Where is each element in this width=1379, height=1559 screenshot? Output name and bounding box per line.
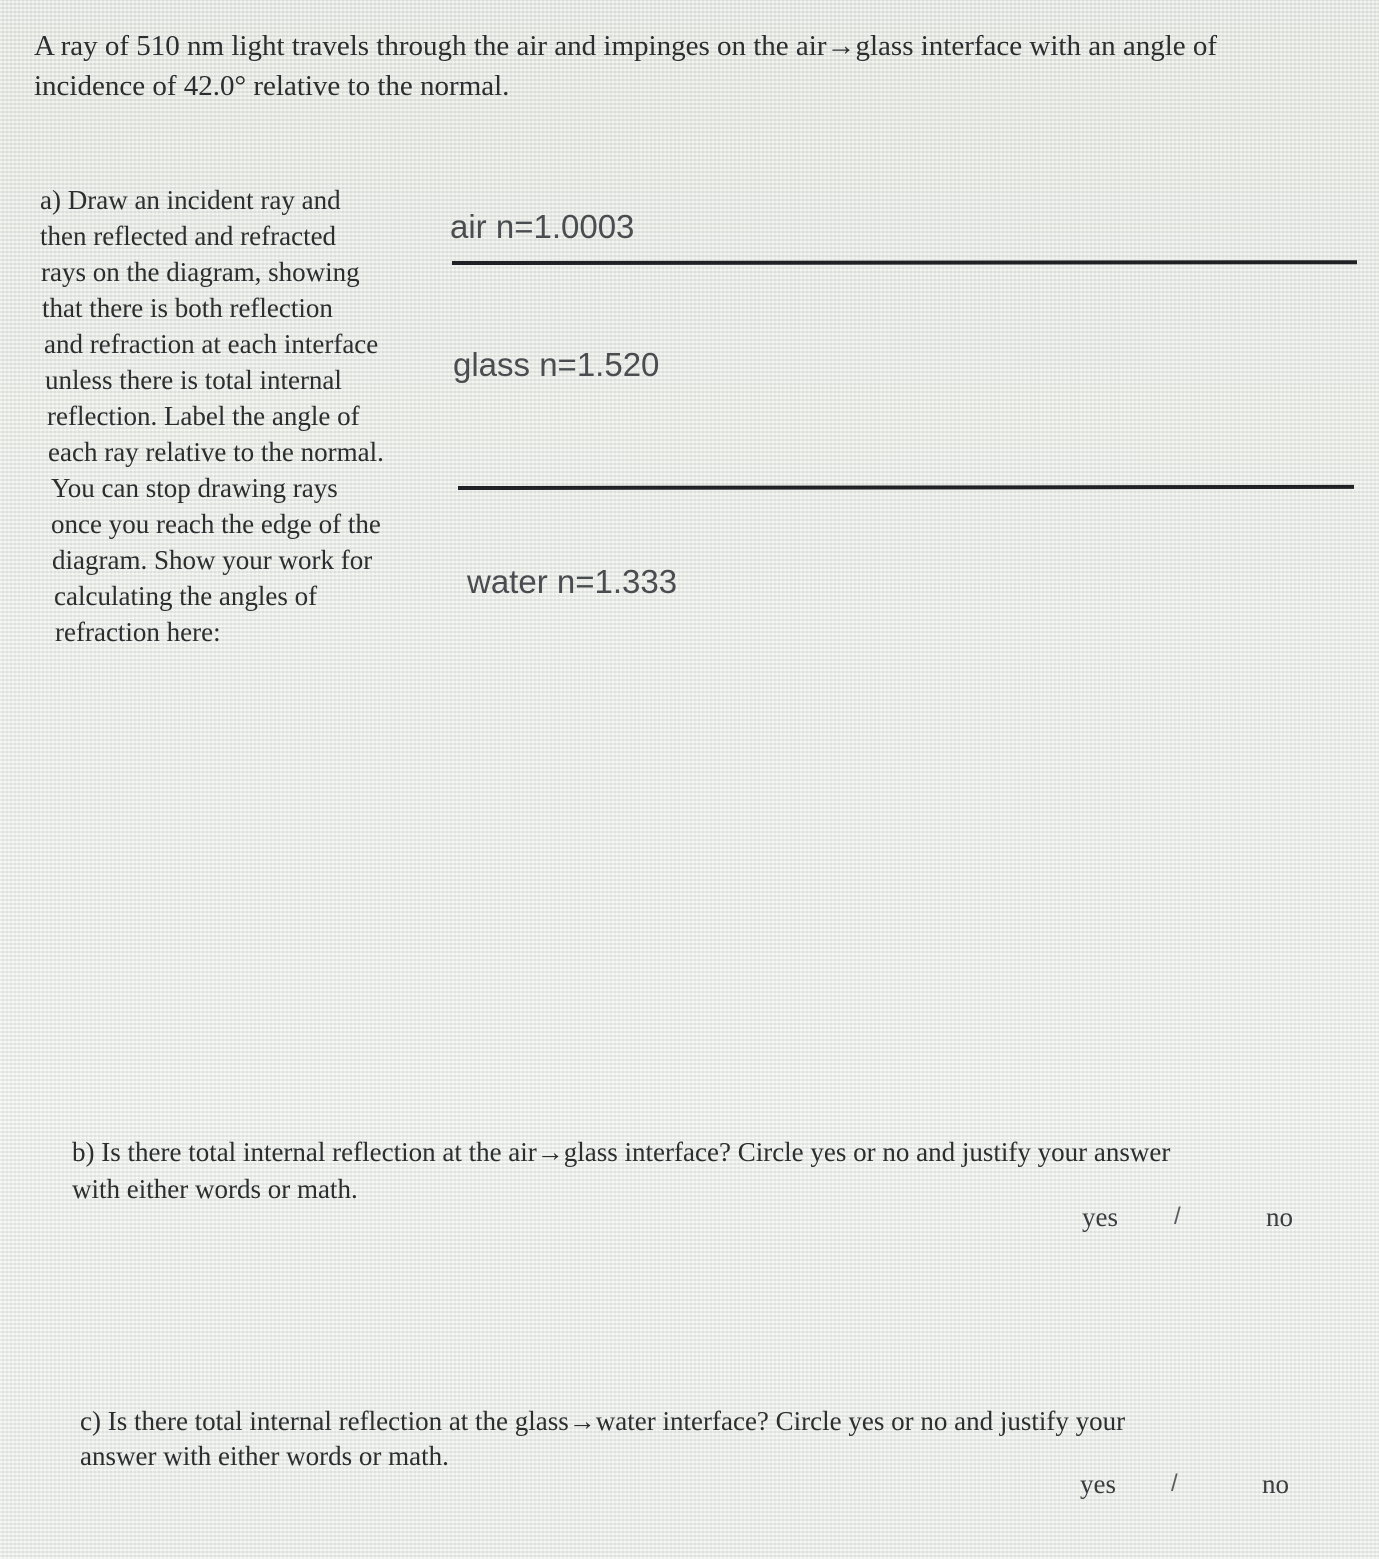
part-a-line: unless there is total internal xyxy=(45,365,342,395)
part-c-question xyxy=(80,1404,1370,1474)
intro-line-2: incidence of 42.0° relative to the normal. xyxy=(34,70,510,102)
part-a-line: that there is both reflection xyxy=(42,293,333,323)
part-c-yes-option[interactable]: yes xyxy=(1080,1469,1116,1499)
part-b-no-option[interactable]: no xyxy=(1266,1202,1293,1232)
part-c-line-1: c) Is there total internal reflection at the glass→water interface? Circle yes or no and justify your xyxy=(80,1406,1126,1436)
water-medium-label: water n=1.333 xyxy=(467,563,678,600)
part-b-yes-option[interactable]: yes xyxy=(1082,1202,1118,1232)
intro-line-1: A ray of 510 nm light travels through the air and impinges on the air→glass interface with an angle of xyxy=(34,30,1218,62)
part-c-no-option[interactable]: no xyxy=(1262,1469,1289,1499)
glass-water-interface-line xyxy=(458,485,1354,490)
part-b-question xyxy=(72,1134,1362,1208)
part-a-line: each ray relative to the normal. xyxy=(48,437,384,467)
air-medium-label: air n=1.0003 xyxy=(450,208,635,245)
part-a-line: diagram. Show your work for xyxy=(52,545,373,575)
part-b-separator: / xyxy=(1174,1203,1181,1230)
part-c-line-2: answer with either words or math. xyxy=(80,1441,449,1471)
problem-intro xyxy=(34,26,1364,106)
part-a-line: calculating the angles of xyxy=(54,581,318,611)
part-a-line: rays on the diagram, showing xyxy=(41,257,360,287)
part-a-line: then reflected and refracted xyxy=(40,221,337,251)
part-a-line: refraction here: xyxy=(55,617,221,647)
part-a-line: once you reach the edge of the xyxy=(51,509,381,539)
part-b-line-2: with either words or math. xyxy=(72,1174,358,1204)
air-glass-interface-line xyxy=(452,260,1357,265)
part-b-line-1: b) Is there total internal reflection at the air→glass interface? Circle yes or no and justify your answer xyxy=(72,1137,1171,1167)
part-a-instructions xyxy=(40,182,450,650)
part-a-line: You can stop drawing rays xyxy=(51,473,338,503)
glass-medium-label: glass n=1.520 xyxy=(453,346,660,383)
part-a-line: a) Draw an incident ray and xyxy=(40,185,341,215)
part-a-line: and refraction at each interface xyxy=(44,329,379,359)
part-a-line: reflection. Label the angle of xyxy=(47,401,360,431)
part-c-separator: / xyxy=(1171,1470,1178,1497)
